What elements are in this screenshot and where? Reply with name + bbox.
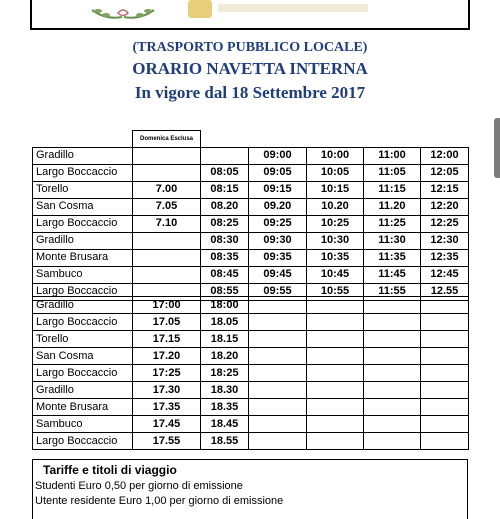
- header-subtitle: (TRASPORTO PUBBLICO LOCALE): [132, 40, 368, 55]
- time-cell: [421, 365, 469, 382]
- time-cell: 11:15: [364, 181, 421, 198]
- time-cell: 11:00: [364, 147, 421, 164]
- stop-name: Largo Boccaccio: [33, 283, 133, 300]
- empty-header-cell: [421, 131, 469, 148]
- tariffe-line: Utente residente Euro 1,00 per giorno di emissione: [35, 495, 284, 507]
- stop-name: Largo Boccaccio: [33, 365, 133, 382]
- time-cell: 18.15: [201, 331, 249, 348]
- time-cell: [421, 348, 469, 365]
- time-cell: [249, 314, 307, 331]
- table-header-row: [33, 131, 469, 148]
- gold-emblem-logo-icon: [188, 0, 398, 20]
- time-cell: [421, 399, 469, 416]
- time-cell: [133, 249, 201, 266]
- stop-name: Gradillo: [33, 147, 133, 164]
- time-cell: 09:00: [249, 147, 307, 164]
- time-cell: 12.55: [421, 283, 469, 300]
- time-cell: 09:35: [249, 249, 307, 266]
- time-cell: [201, 147, 249, 164]
- time-cell: [364, 365, 421, 382]
- time-cell: [307, 331, 364, 348]
- time-cell: 7.00: [133, 181, 201, 198]
- table-row: [33, 266, 469, 283]
- time-cell: 08:35: [201, 249, 249, 266]
- time-cell: 09:05: [249, 164, 307, 181]
- time-cell: 11:45: [364, 266, 421, 283]
- table-row: [33, 215, 469, 232]
- time-cell: 18.30: [201, 382, 249, 399]
- time-cell: 18.45: [201, 416, 249, 433]
- table-row: [33, 249, 469, 266]
- stop-name: Sambuco: [33, 266, 133, 283]
- stop-name: San Cosma: [33, 198, 133, 215]
- timetable-morning: [32, 130, 469, 301]
- time-cell: 12:15: [421, 181, 469, 198]
- tariffe-title: Tariffe e titoli di viaggio: [43, 463, 177, 477]
- time-cell: 10:05: [307, 164, 364, 181]
- time-cell: [364, 382, 421, 399]
- time-cell: 17:00: [133, 297, 201, 314]
- stop-name: Gradillo: [33, 232, 133, 249]
- stop-name: Torello: [33, 181, 133, 198]
- table-row: [33, 399, 469, 416]
- time-cell: 18.35: [201, 399, 249, 416]
- empty-header-cell: [33, 131, 133, 148]
- time-cell: [249, 348, 307, 365]
- time-cell: 11:05: [364, 164, 421, 181]
- time-cell: [249, 416, 307, 433]
- table-row: [33, 416, 469, 433]
- time-cell: 11:25: [364, 215, 421, 232]
- time-cell: 17.45: [133, 416, 201, 433]
- time-cell: 12:45: [421, 266, 469, 283]
- time-cell: 08:05: [201, 164, 249, 181]
- time-cell: [421, 314, 469, 331]
- time-cell: [421, 331, 469, 348]
- stop-name: Largo Boccaccio: [33, 164, 133, 181]
- time-cell: [249, 331, 307, 348]
- time-cell: [133, 164, 201, 181]
- time-cell: [421, 433, 469, 450]
- time-cell: 12:35: [421, 249, 469, 266]
- tariffe-line: Studenti Euro 0,50 per giorno di emissione: [35, 480, 243, 492]
- scroll-edge: [494, 118, 500, 178]
- time-cell: 18:00: [201, 297, 249, 314]
- time-cell: 10:15: [307, 181, 364, 198]
- time-cell: 12:00: [421, 147, 469, 164]
- time-cell: [364, 348, 421, 365]
- time-cell: 10:35: [307, 249, 364, 266]
- time-cell: [307, 314, 364, 331]
- time-cell: 09:15: [249, 181, 307, 198]
- table-row: [33, 365, 469, 382]
- time-cell: [249, 297, 307, 314]
- time-cell: [364, 297, 421, 314]
- time-cell: 18.55: [201, 433, 249, 450]
- time-cell: [421, 416, 469, 433]
- time-cell: 08:25: [201, 215, 249, 232]
- laurel-ribbon-logo-icon: [88, 2, 158, 22]
- time-cell: 18:25: [201, 365, 249, 382]
- time-cell: 09:25: [249, 215, 307, 232]
- time-cell: 11.20: [364, 198, 421, 215]
- time-cell: [364, 399, 421, 416]
- time-cell: 08:15: [201, 181, 249, 198]
- time-cell: 10:25: [307, 215, 364, 232]
- stop-name: Monte Brusara: [33, 249, 133, 266]
- time-cell: 12:25: [421, 215, 469, 232]
- time-cell: 17:25: [133, 365, 201, 382]
- time-cell: 17.05: [133, 314, 201, 331]
- time-cell: 17.20: [133, 348, 201, 365]
- time-cell: [364, 314, 421, 331]
- time-cell: 09:55: [249, 283, 307, 300]
- table-row: [33, 164, 469, 181]
- time-cell: [421, 297, 469, 314]
- time-cell: [307, 365, 364, 382]
- time-cell: 17.55: [133, 433, 201, 450]
- time-cell: [307, 297, 364, 314]
- time-cell: 7.10: [133, 215, 201, 232]
- table-row: [33, 181, 469, 198]
- time-cell: 18.05: [201, 314, 249, 331]
- time-cell: [249, 399, 307, 416]
- stop-name: Gradillo: [33, 297, 133, 314]
- stop-name: San Cosma: [33, 348, 133, 365]
- time-cell: 09.20: [249, 198, 307, 215]
- timetable-afternoon: [32, 296, 469, 450]
- table-row: [33, 433, 469, 450]
- time-cell: [307, 416, 364, 433]
- empty-header-cell: [364, 131, 421, 148]
- stop-name: Monte Brusara: [33, 399, 133, 416]
- time-cell: [307, 348, 364, 365]
- time-cell: [307, 433, 364, 450]
- time-cell: 17.35: [133, 399, 201, 416]
- stop-name: Largo Boccaccio: [33, 433, 133, 450]
- time-cell: 11:30: [364, 232, 421, 249]
- table-row: [33, 314, 469, 331]
- time-cell: 11:55: [364, 283, 421, 300]
- time-cell: [364, 331, 421, 348]
- time-cell: [307, 382, 364, 399]
- time-cell: 17.15: [133, 331, 201, 348]
- time-cell: 18.20: [201, 348, 249, 365]
- time-cell: 17.30: [133, 382, 201, 399]
- time-cell: 08:55: [201, 283, 249, 300]
- table-row: [33, 297, 469, 314]
- stop-name: Largo Boccaccio: [33, 314, 133, 331]
- stop-name: Sambuco: [33, 416, 133, 433]
- time-cell: 09:45: [249, 266, 307, 283]
- column-header: Domenica Esclusa: [133, 131, 201, 148]
- stop-name: Torello: [33, 331, 133, 348]
- header-title: ORARIO NAVETTA INTERNA: [132, 59, 368, 78]
- time-cell: [421, 382, 469, 399]
- time-cell: 12:05: [421, 164, 469, 181]
- time-cell: 11:35: [364, 249, 421, 266]
- time-cell: [364, 433, 421, 450]
- header-validity: In vigore dal 18 Settembre 2017: [134, 83, 366, 102]
- time-cell: [133, 232, 201, 249]
- table-row: [33, 348, 469, 365]
- time-cell: 12:30: [421, 232, 469, 249]
- tariffe-box: [32, 459, 468, 519]
- time-cell: [249, 382, 307, 399]
- time-cell: 08.20: [201, 198, 249, 215]
- time-cell: [249, 365, 307, 382]
- table-row: [33, 382, 469, 399]
- time-cell: 10:00: [307, 147, 364, 164]
- time-cell: 7.05: [133, 198, 201, 215]
- time-cell: 08:30: [201, 232, 249, 249]
- time-cell: [307, 399, 364, 416]
- table-row: [33, 198, 469, 215]
- empty-header-cell: [307, 131, 364, 148]
- empty-header-cell: [249, 131, 307, 148]
- stop-name: Gradillo: [33, 382, 133, 399]
- time-cell: 09:30: [249, 232, 307, 249]
- time-cell: 10:30: [307, 232, 364, 249]
- time-cell: 10:55: [307, 283, 364, 300]
- empty-header-cell: [201, 131, 249, 148]
- time-cell: [364, 416, 421, 433]
- time-cell: [133, 147, 201, 164]
- stop-name: Largo Boccaccio: [33, 215, 133, 232]
- table-row: [33, 147, 469, 164]
- table-row: [33, 331, 469, 348]
- time-cell: 12:20: [421, 198, 469, 215]
- time-cell: 10:45: [307, 266, 364, 283]
- time-cell: [133, 266, 201, 283]
- time-cell: 08:45: [201, 266, 249, 283]
- time-cell: 10.20: [307, 198, 364, 215]
- time-cell: [249, 433, 307, 450]
- table-row: [33, 232, 469, 249]
